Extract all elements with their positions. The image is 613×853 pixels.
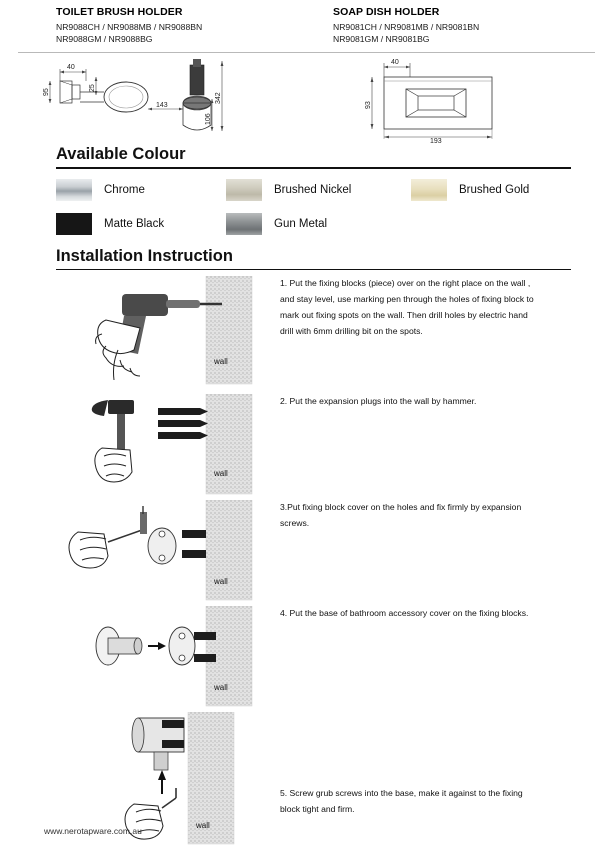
step-1-text: 1. Put the fixing blocks (piece) over on the right place on the wall , and stay level, use marking pen through the holes of fixing block to mark out fixing spots on the wall. Then drill holes by electric hand drill with 6mm drilling bit on the spots.: [280, 278, 534, 337]
available-colour-title: Available Colour: [56, 144, 186, 163]
grub-screw-illustration: [118, 712, 278, 848]
toilet-brush-drawing-svg: [40, 59, 330, 145]
drill-hand-illustration: [62, 276, 272, 388]
installation-instruction-title: Installation Instruction: [56, 246, 233, 265]
swatch-matte-black-icon: [56, 213, 92, 235]
colour-item-brushed-gold: [411, 179, 529, 201]
swatch-gun-metal-icon: [226, 213, 262, 235]
product-soap-dish-holder: [321, 6, 586, 46]
toilet-brush-holder-drawing: [40, 59, 330, 141]
soap-dish-drawing-svg: [360, 59, 595, 145]
svg-text:106: 106: [205, 113, 212, 125]
step-4-text: 4. Put the base of bathroom accessory cover on the fixing blocks.: [280, 608, 529, 619]
product-title: TOILET BRUSH HOLDER: [56, 6, 183, 18]
installation-step-4: [0, 606, 613, 712]
svg-text:wall: wall: [214, 469, 228, 479]
installation-step-2: [0, 394, 613, 500]
svg-text:wall: wall: [214, 357, 228, 367]
product-codes-line1: NR9081CH / NR9081MB / NR9081BN: [333, 22, 480, 32]
step-4-illustration: [0, 606, 280, 715]
step-5-text: 5. Screw grub screws into the base, make it against to the fixing block tight and firm.: [280, 788, 523, 815]
colour-label: Brushed Gold: [459, 183, 530, 196]
step-2-illustration: [0, 394, 280, 503]
colour-label: Brushed Nickel: [274, 183, 352, 196]
swatch-brushed-gold-icon: [411, 179, 447, 201]
colour-item-matte-black: [56, 213, 226, 235]
installation-step-1: [0, 276, 613, 394]
technical-drawings: [0, 53, 613, 145]
svg-text:93: 93: [365, 101, 372, 109]
step-2-text: 2. Put the expansion plugs into the wall by hammer.: [280, 396, 477, 407]
hammer-plug-illustration: [62, 394, 272, 498]
product-header-row: [0, 0, 613, 46]
step-3-text: 3.Put fixing block cover on the holes and fix firmly by expansion screws.: [280, 502, 522, 529]
colour-label: Matte Black: [104, 217, 165, 230]
base-cover-illustration: [62, 606, 272, 710]
product-codes: [56, 21, 321, 46]
colour-row-1: [56, 179, 613, 201]
screwdriver-fixing-block-illustration: [62, 500, 272, 604]
swatch-brushed-nickel-icon: [226, 179, 262, 201]
product-codes-line2: NR9081GM / NR9081BG: [333, 34, 430, 45]
step-3-illustration: [0, 500, 280, 609]
product-codes-line1: NR9088CH / NR9088MB / NR9088BN: [56, 22, 203, 32]
svg-text:25: 25: [89, 84, 96, 92]
colour-label: Gun Metal: [274, 217, 328, 230]
colour-label: Chrome: [104, 183, 145, 196]
product-toilet-brush-holder: [56, 6, 321, 46]
footer-website[interactable]: www.nerotapware.com.au: [44, 826, 142, 836]
swatch-chrome-icon: [56, 179, 92, 201]
product-codes: [333, 21, 586, 46]
svg-text:wall: wall: [196, 821, 210, 831]
colour-item-gun-metal: [226, 213, 411, 235]
colour-grid: [0, 169, 613, 235]
svg-text:40: 40: [67, 63, 75, 71]
svg-text:342: 342: [215, 92, 222, 104]
installation-steps: [0, 270, 613, 852]
svg-text:95: 95: [43, 88, 50, 96]
colour-row-2: [56, 213, 613, 235]
svg-text:40: 40: [391, 58, 399, 66]
soap-dish-holder-drawing: [330, 58, 595, 145]
installation-step-3: [0, 500, 613, 606]
colour-item-brushed-nickel: [226, 179, 411, 201]
step-1-illustration: [0, 276, 280, 393]
colour-item-chrome: [56, 179, 226, 201]
svg-text:wall: wall: [214, 577, 228, 587]
svg-text:143: 143: [156, 101, 168, 109]
svg-text:193: 193: [430, 137, 442, 145]
product-title: SOAP DISH HOLDER: [333, 6, 440, 18]
product-codes-line2: NR9088GM / NR9088BG: [56, 34, 153, 45]
svg-text:wall: wall: [214, 683, 228, 693]
